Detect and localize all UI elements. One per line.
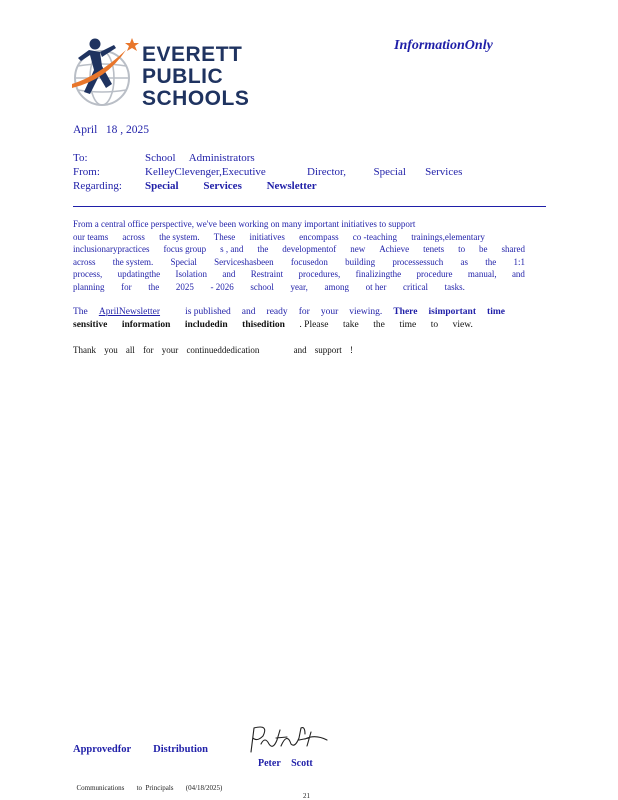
to-label: To: (73, 152, 88, 164)
word: Isolation (175, 269, 207, 280)
word: continueddedication (186, 345, 260, 355)
word: The (73, 307, 88, 317)
word: the system. (112, 256, 154, 267)
word: inclusionarypractices (73, 244, 150, 255)
from-label: From: (73, 166, 100, 178)
word: process, (73, 269, 103, 280)
word: the (148, 281, 160, 292)
word: developmentof (282, 244, 337, 255)
word: co -teaching (352, 231, 398, 242)
word: shared (501, 244, 525, 255)
information-only-stamp: InformationOnly (394, 38, 493, 53)
word: focus group (163, 244, 207, 255)
word: Achieve (379, 244, 410, 255)
word: 2025 (175, 281, 194, 292)
paragraph-newsletter (73, 306, 525, 332)
word: initiatives (249, 231, 285, 242)
word: the (485, 256, 497, 267)
word: and (241, 307, 256, 317)
word: Serviceshasbeen (214, 256, 274, 267)
page-number: 21 (303, 792, 310, 800)
word: and (222, 269, 236, 280)
word: processessuch (392, 256, 444, 267)
word: planning (73, 281, 105, 292)
p1-line-6 (73, 281, 525, 294)
word: trainings,elementary (411, 231, 485, 242)
signer-name: Peter Scott (258, 758, 313, 769)
word: to (430, 320, 439, 330)
word: Restraint (250, 269, 284, 280)
word: These (213, 231, 236, 242)
header-divider (73, 206, 546, 207)
word: focusedon (290, 256, 328, 267)
word: take (342, 320, 359, 330)
word: tasks. (444, 281, 465, 292)
word: tenets (423, 244, 445, 255)
page-footer (73, 776, 310, 800)
word: finalizingthe (355, 269, 402, 280)
word: our teams (73, 231, 109, 242)
to-value: School Administrators (145, 152, 255, 164)
regarding-value: Special Services Newsletter (145, 180, 317, 192)
word: be (479, 244, 488, 255)
p3-line-1 (73, 344, 353, 357)
p2-line-2 (73, 319, 473, 332)
word: Special (170, 256, 197, 267)
approved-word-2: Distribution (153, 744, 208, 755)
word: you (104, 345, 118, 355)
paragraph-thanks (73, 344, 525, 357)
word: From a central office perspective, we've been working on many important initiatives to support (73, 219, 416, 229)
p1-line-1 (73, 218, 525, 231)
word: . Please (299, 320, 329, 330)
word: procedure (416, 269, 453, 280)
word: the system. (159, 231, 200, 242)
word: year, (290, 281, 308, 292)
word: information (121, 320, 171, 330)
word: procedures, (298, 269, 341, 280)
regarding-label: Regarding: (73, 180, 122, 192)
logo-word-2: PUBLIC (142, 65, 224, 88)
word: critical (403, 281, 428, 292)
word: There (393, 307, 418, 317)
word: across (73, 256, 96, 267)
word: and (511, 269, 525, 280)
logo-word-1: EVERETT (142, 43, 243, 66)
word: is published (185, 307, 231, 317)
word: sensitive (73, 320, 108, 330)
word: among (324, 281, 350, 292)
word: includedin (184, 320, 228, 330)
word: support (314, 345, 342, 355)
word: to (458, 244, 466, 255)
april-newsletter-link[interactable]: AprilNewsletter (98, 307, 161, 317)
word: - 2026 (210, 281, 234, 292)
district-logo (70, 36, 252, 110)
word: ! (349, 345, 353, 355)
word: updatingthe (117, 269, 161, 280)
p1-line-5 (73, 268, 525, 281)
word: time (487, 307, 505, 317)
word: building (345, 256, 376, 267)
word: ready (266, 307, 288, 317)
p1-line-2 (73, 231, 525, 244)
word: your (320, 307, 339, 317)
paragraph-initiatives (73, 218, 525, 294)
word: ot her (365, 281, 387, 292)
memo-date: April 18 , 2025 (73, 124, 150, 136)
word: viewing. (349, 307, 383, 317)
word: 1:1 (513, 256, 525, 267)
logo-emblem-icon (70, 36, 142, 110)
word: thisedition (242, 320, 285, 330)
approved-for-distribution (73, 744, 230, 755)
word: as (460, 256, 469, 267)
word: your (161, 345, 179, 355)
word: Thank (73, 345, 96, 355)
word: for (143, 345, 154, 355)
word: the (373, 320, 385, 330)
word: encompass (299, 231, 339, 242)
p2-line-1 (73, 306, 525, 319)
word: and (293, 345, 307, 355)
word: for (298, 307, 310, 317)
logo-word-3: SCHOOLS (142, 87, 250, 110)
footer-label: Communications to Principals (04/18/2025) (76, 784, 223, 792)
p1-line-4 (73, 256, 525, 269)
approved-word-1: Approvedfor (73, 744, 132, 755)
signature-image (247, 722, 329, 756)
word: isimportant (428, 307, 476, 317)
word: all (125, 345, 135, 355)
word: across (122, 231, 145, 242)
word: manual, (467, 269, 497, 280)
word: time (399, 320, 417, 330)
word: for (121, 281, 132, 292)
word: new (350, 244, 366, 255)
word: s , and (220, 244, 244, 255)
word: view. (452, 320, 473, 330)
p1-line-3 (73, 243, 525, 256)
word: school (250, 281, 274, 292)
word: the (257, 244, 269, 255)
from-value: KelleyClevenger,Executive Director, Special Services (145, 166, 463, 178)
